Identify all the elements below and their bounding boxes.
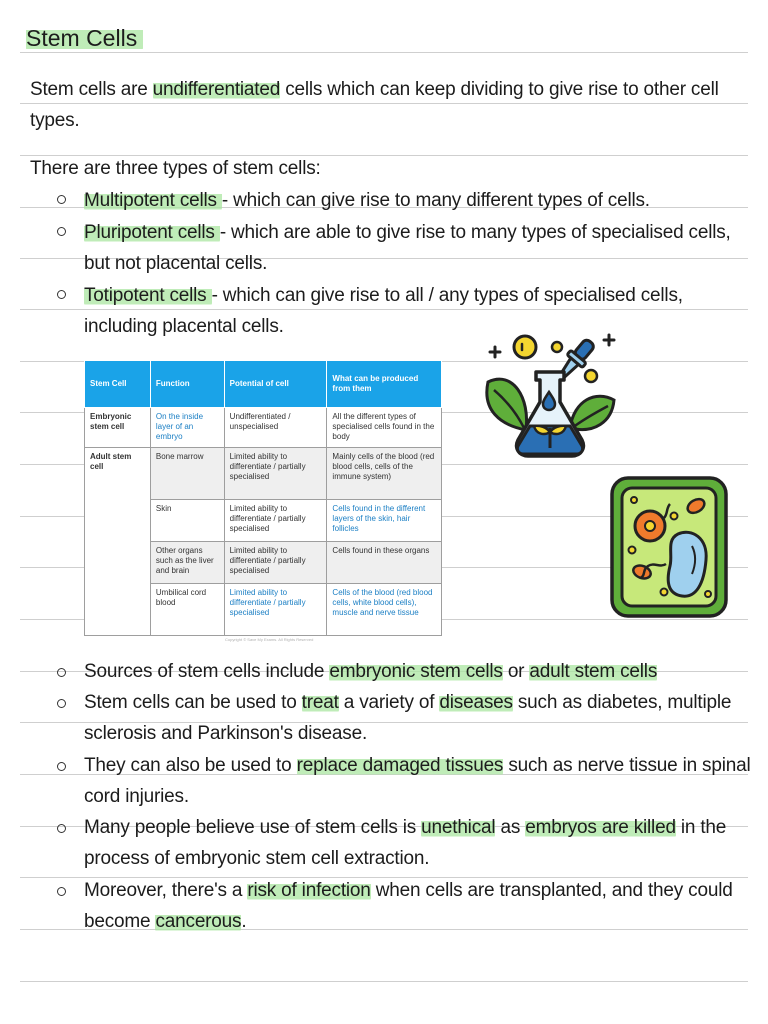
table-cell: Embryonic stem cell [85,408,151,448]
type-name: Pluripotent cells [84,222,220,243]
table-cell: Cells of the blood (red blood cells, white blood cells), muscle and nerve tissue [327,584,442,636]
point-replace-tissues [84,755,751,777]
table-cell: Umbilical cord blood [150,584,224,636]
text: as [495,817,526,838]
point-uses [84,692,731,714]
type-name: Totipotent cells [84,285,212,306]
highlight-treat: treat [301,692,339,713]
highlight-cancerous: cancerous [155,911,242,932]
stem-cell-table [84,360,442,636]
point-replace-tissues-line-2: cord injuries. [84,786,189,807]
bullet-icon [57,762,66,771]
text: such as diabetes, multiple [512,692,732,713]
type-item-pluripotent [84,222,731,244]
table-cell: Limited ability to differentiate / partially specialised [224,542,327,584]
point-ethics-line-2: process of embryonic stem cell extraction. [84,848,430,869]
point-sources [84,661,657,683]
table-cell: Other organs such as the liver and brain [150,542,224,584]
highlight-adult-stem-cells: adult stem cells [529,661,658,682]
text: when cells are transplanted, and they could [370,880,733,901]
bullet-icon [57,824,66,833]
type-item-totipotent [84,285,683,307]
plant-cell-icon [608,474,730,620]
bullet-icon [57,290,66,299]
table-header-row [85,361,442,408]
text: become [84,911,156,932]
text: . [241,911,247,932]
table-cell: Skin [150,500,224,542]
text: or [502,661,530,682]
table-cell: Bone marrow [150,448,224,500]
text: Many people believe use of stem cells is [84,817,422,838]
intro-line-1 [30,79,719,101]
point-ethics [84,817,726,839]
text: a variety of [338,692,440,713]
intro-line-2: types. [30,110,80,131]
table-copyright: Copyright © Save My Exams. All Rights Reserved [225,637,314,642]
text: in the [675,817,727,838]
bullet-icon [57,227,66,236]
table-cell: Limited ability to differentiate / partially specialised [224,584,327,636]
text: They can also be used to [84,755,297,776]
table-cell: On the inside layer of an embryo [150,408,224,448]
bullet-icon [57,668,66,677]
highlight-replace-damaged-tissues: replace damaged tissues [296,755,504,776]
text: such as nerve tissue in spinal [503,755,751,776]
table-row [85,448,442,500]
table-header: Potential of cell [224,361,327,408]
flask-plants-icon [478,330,620,462]
ruled-line [20,103,748,104]
type-name: Multipotent cells [84,190,222,211]
table-row [85,408,442,448]
table-header: Stem Cell [85,361,151,408]
table-cell: Mainly cells of the blood (red blood cells, cells of the immune system) [327,448,442,500]
type-description: - which are able to give rise to many types of specialised cells, [219,222,731,243]
table-cell: All the different types of specialised cells found in the body [327,408,442,448]
highlight-undifferentiated: undifferentiated [152,79,281,100]
ruled-line [20,981,748,982]
intro-post: cells which can keep dividing to give rise to other cell [280,79,719,100]
table-cell: Cells found in these organs [327,542,442,584]
table-cell: Limited ability to differentiate / partially specialised [224,500,327,542]
table-cell: Cells found in the different layers of the skin, hair follicles [327,500,442,542]
page-title [26,24,143,52]
type-description: - which can give rise to all / any types of specialised cells, [211,285,683,306]
page-title-text: Stem Cells [26,25,143,51]
ruled-line [20,309,748,310]
text: Stem cells can be used to [84,692,302,713]
table-header: What can be produced from them [327,361,442,408]
type-item-multipotent [84,190,650,212]
table-cell: Undifferentiated / unspecialised [224,408,327,448]
highlight-risk-of-infection: risk of infection [247,880,371,901]
point-risks-line-2 [84,911,246,933]
intro-pre: Stem cells are [30,79,153,100]
table-cell: Adult stem cell [85,448,151,636]
ruled-line [20,877,748,878]
text: Moreover, there's a [84,880,248,901]
bullet-icon [57,887,66,896]
ruled-line [20,155,748,156]
point-uses-line-2: sclerosis and Parkinson's disease. [84,723,368,744]
highlight-diseases: diseases [439,692,513,713]
type-item-totipotent-line-2: including placental cells. [84,316,284,337]
type-description: - which can give rise to many different types of cells. [221,190,650,211]
bullet-icon [57,699,66,708]
highlight-embryos-are-killed: embryos are killed [525,817,676,838]
ruled-line [20,52,748,53]
highlight-embryonic-stem-cells: embryonic stem cells [329,661,503,682]
type-item-pluripotent-line-2: but not placental cells. [84,253,268,274]
types-heading: There are three types of stem cells: [30,158,321,179]
highlight-unethical: unethical [421,817,496,838]
bullet-icon [57,195,66,204]
point-risks [84,880,733,902]
table-header: Function [150,361,224,408]
text: Sources of stem cells include [84,661,330,682]
table-cell: Limited ability to differentiate / partially specialised [224,448,327,500]
